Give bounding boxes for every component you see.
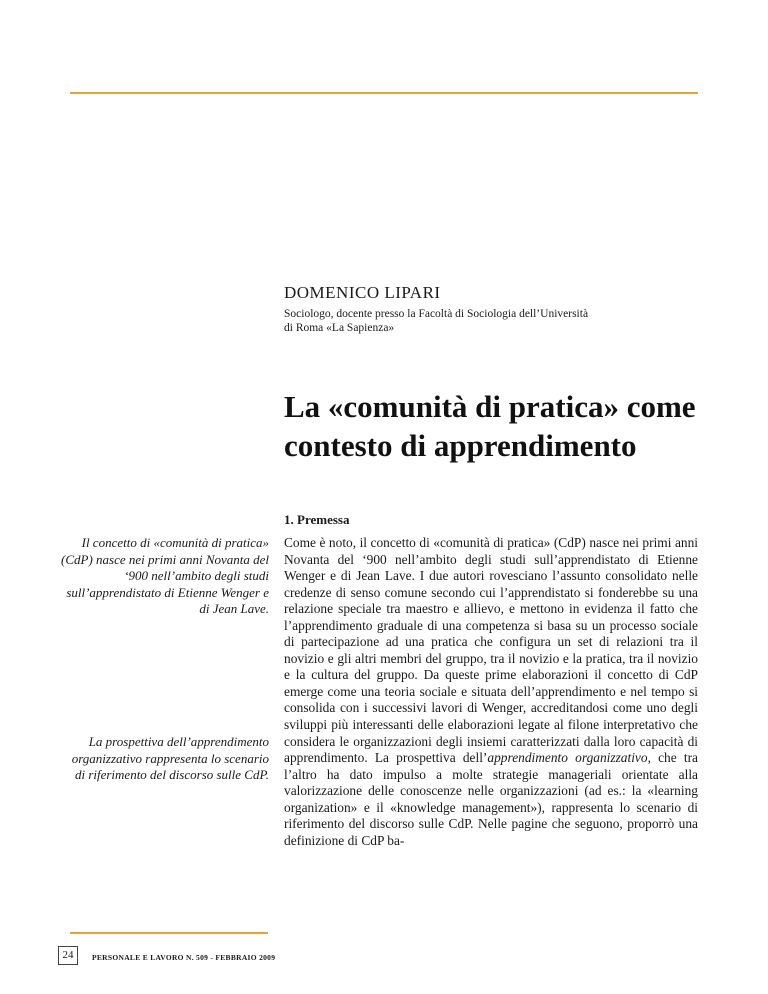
section-heading: 1. Premessa [284, 512, 350, 527]
journal-footer: PERSONALE E LAVORO N. 509 - FEBBRAIO 2009 [92, 953, 276, 962]
top-accent-rule [70, 92, 698, 94]
affiliation-line-1: Sociologo, docente presso la Facoltà di Sociologia dell’Università [284, 308, 589, 320]
margin-accent-rule [70, 932, 268, 934]
body-text-part-1: Come è noto, il concetto di «comunità di pratica» (CdP) nasce nei primi anni Novanta del ‘900 nell’ambito degli studi sull’apprendistato di Etienne Wenger e di Jean Lave. I due autori rovesciano l’assunto consolidato nelle credenze di senso comune secondo cui l’apprendistato si fonderebbe su una relazione speciale tra maestro e allievo, e mettono in evidenza il fatto che l’apprendimento graduale di una competenza si basa su un processo sociale di partecipazione ad una pratica che configura un set di relazioni tra il novizio e gli altri membri del gruppo, tra il novizio e la pratica, tra il novizio e la cultura del gruppo. Da queste prime elaborazioni il concetto di CdP emerge come una teoria sociale e situata dell’apprendimento e nel tempo si consolida con i successivi lavori di Wenger, accreditandosi come uno degli sviluppi più interessanti delle elaborazioni legate al filone interpretativo che considera le organizzazioni degli insiemi caratterizzati dalla loro capacità di apprendimento. La prospettiva dell’ [284, 535, 698, 766]
affiliation-line-2: di Roma «La Sapienza» [284, 322, 395, 334]
body-paragraph [284, 535, 698, 849]
page-number: 24 [58, 946, 78, 965]
body-text-italic: apprendimento organizzativo [487, 750, 648, 766]
author-affiliation [284, 307, 704, 335]
title-line-1: La «comunità di pratica» come [284, 389, 696, 424]
title-line-2: contesto di apprendimento [284, 428, 637, 463]
author-name: DOMENICO LIPARI [284, 283, 441, 302]
body-text-part-2: , che tra l’altro ha dato impulso a molte strategie manageriali orientate alla valorizzazione delle conoscenze nelle organizzazioni (ad es.: la «learning organization» e il «knowledge management»), rappresenta lo scenario di riferimento del discorso sulle CdP. Nelle pagine che seguono, proporrò una definizione di CdP ba- [284, 750, 699, 848]
margin-note-2: La prospettiva dell’apprendimento organizzativo rappresenta lo scenario di riferimento del discorso sulle CdP. [71, 734, 269, 782]
margin-note-1: Il concetto di «comunità di pratica» (CdP) nasce nei primi anni Novanta del ‘900 nell’ambito degli studi sull’apprendistato di Etienne Wenger e di Jean Lave. [61, 535, 269, 616]
article-title [284, 387, 724, 465]
